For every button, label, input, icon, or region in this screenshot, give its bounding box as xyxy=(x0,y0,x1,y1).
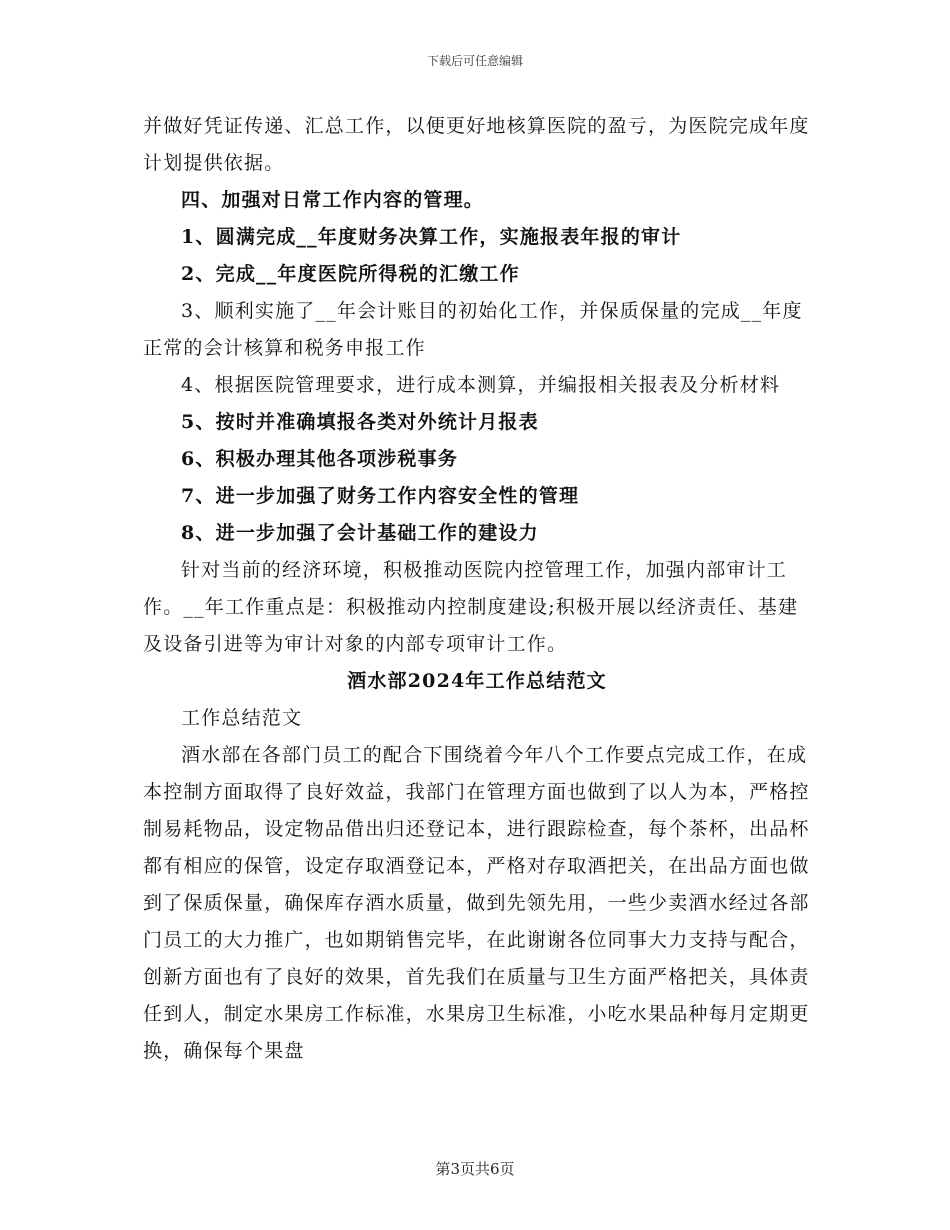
list-item-6: 6、积极办理其他各项涉税事务 xyxy=(181,448,459,470)
list-item-8: 8、进一步加强了会计基础工作的建设力 xyxy=(181,522,539,544)
list-item-3: 3、顺利实施了__年会计账目的初始化工作，并保质保量的完成__年度正常的会计核算和税务申报工作 xyxy=(143,300,803,359)
paragraph-continuation: 并做好凭证传递、汇总工作，以便更好地核算医院的盈亏，为医院完成年度计划提供依据。 xyxy=(143,115,810,174)
audit-paragraph: 针对当前的经济环境，积极推动医院内控管理工作，加强内部审计工作。__年工作重点是：积极推动内控制度建设;积极开展以经济责任、基建及设备引进等为审计对象的内部专项审计工作。 xyxy=(143,559,799,655)
document-body xyxy=(143,108,811,1070)
list-item-1: 1、圆满完成__年度财务决算工作，实施报表年报的审计 xyxy=(181,226,682,248)
section-heading-4: 四、加强对日常工作内容的管理。 xyxy=(181,189,485,211)
document-title: 酒水部2024年工作总结范文 xyxy=(347,670,607,692)
list-item-5: 5、按时并准确填报各类对外统计月报表 xyxy=(181,411,539,433)
list-item-4: 4、根据医院管理要求，进行成本测算，并编报相关报表及分析材料 xyxy=(181,374,781,396)
page-header: 下载后可任意编辑 xyxy=(426,54,523,68)
page-footer: 第3页共6页 xyxy=(435,1160,515,1178)
subtitle-paragraph: 工作总结范文 xyxy=(181,707,303,729)
body-paragraph: 酒水部在各部门员工的配合下围绕着今年八个工作要点完成工作，在成本控制方面取得了良好效益，我部门在管理方面也做到了以人为本，严格控制易耗物品，设定物品借出归还登记本，进行跟踪检查，每个茶杯，出品杯都有相应的保管，设定存取酒登记本，严格对存取酒把关，在出品方面也做到了保质保量，确保库存酒水质量，做到先领先用，一些少卖酒水经过各部门员工的大力推广，也如期销售完毕，在此谢谢各位同事大力支持与配合，创新方面也有了良好的效果，首先我们在质量与卫生方面严格把关，具体责任到人，制定水果房工作标准，水果房卫生标准，小吃水果品种每月定期更换，确保每个果盘 xyxy=(143,744,810,1062)
list-item-2: 2、完成__年度医院所得税的汇缴工作 xyxy=(181,263,520,285)
list-item-7: 7、进一步加强了财务工作内容安全性的管理 xyxy=(181,485,580,507)
